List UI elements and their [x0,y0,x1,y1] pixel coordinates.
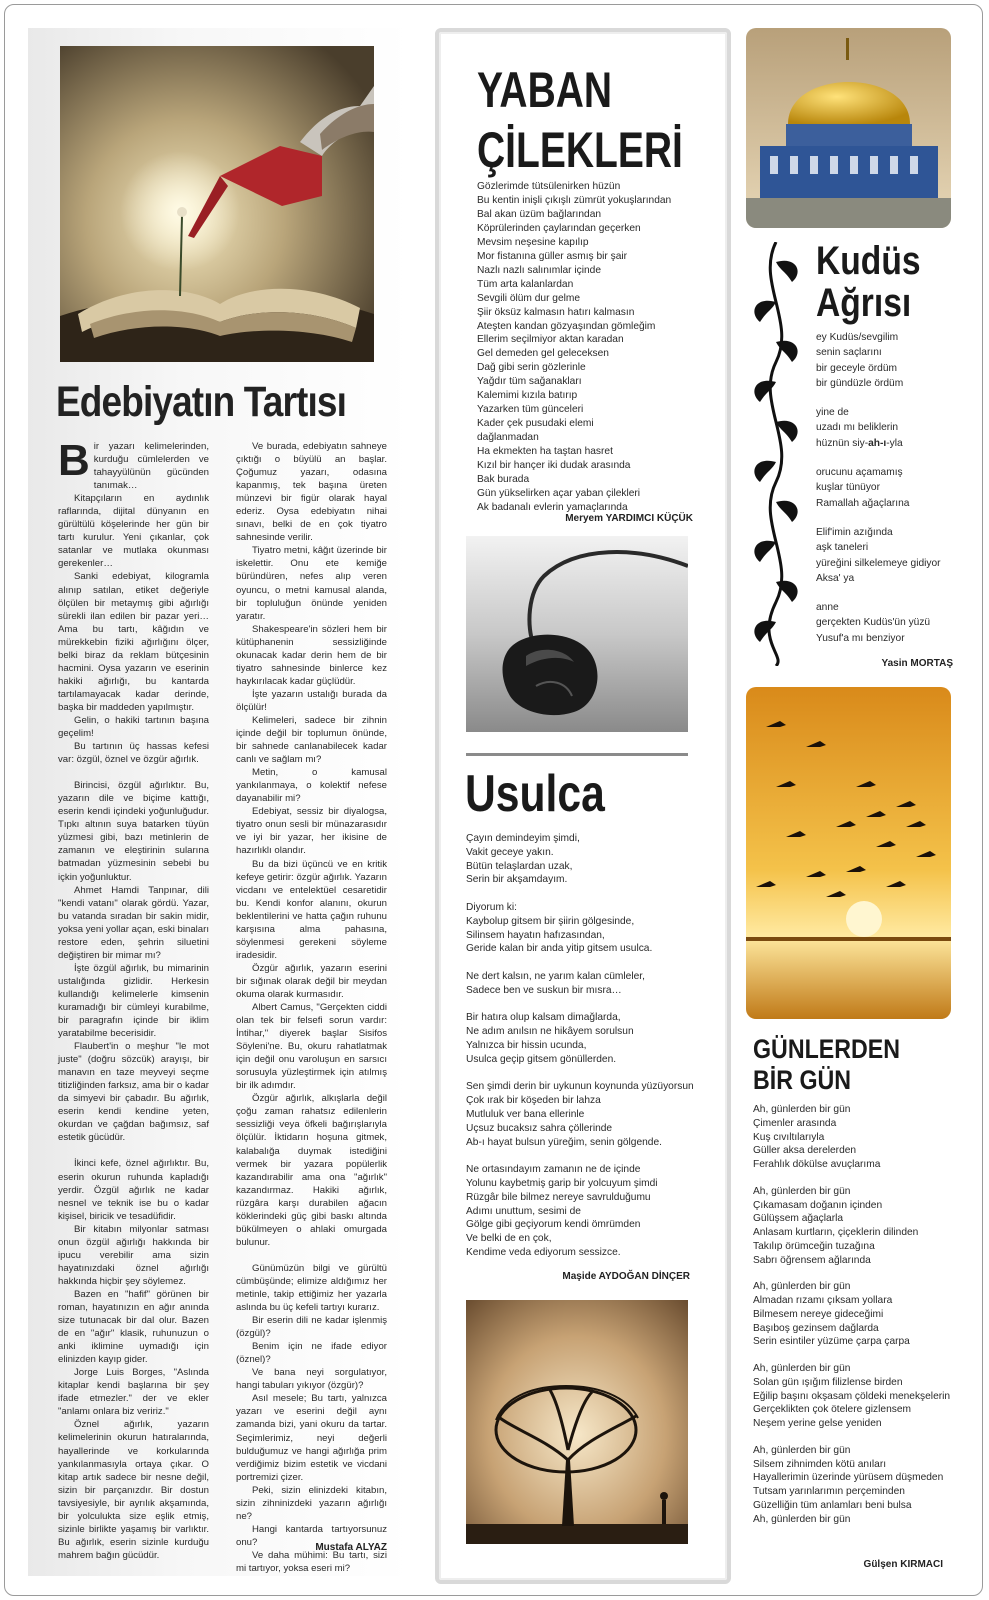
poem-line: Güller aksa derelerden [753,1145,857,1157]
poem-line: Ah, günlerden bir gün [753,1281,851,1293]
poem-line: Eğilip başını okşasam çöldeki menekşelerin [753,1390,951,1402]
author-signature: Meryem YARDIMCI KÜÇÜK [565,513,693,524]
poem-line: Kızıl bir hançer iki dudak arasında [477,460,631,472]
poem-line: Silinsem hayatın hafızasından, [466,929,605,941]
poem-line: Gölge gibi geçiyorum kendi ömrümden [466,1219,641,1231]
poem-line: yine de [816,407,849,419]
poem-line: dağlanmadan [477,432,539,444]
poem-line: Şiir öksüz kalmasın hatırı kalmasın [477,306,635,318]
author-signature: Mustafa ALYAZ [315,1542,387,1553]
poem-line: Anlasam kurtların, çiçeklerin dilinden [753,1227,919,1238]
poem-line: senin saçlarını [816,347,882,359]
poem-line: Sabrı öğrensem ağlarında [753,1254,871,1266]
poem-line: Ah, günlerden bir gün [753,1444,851,1456]
poem-line: Ah, günlerden bir gün [753,1185,851,1197]
poem-line: Tutsam yarınlarımın perçeminden [753,1486,905,1497]
poem-line: Yusuf'a mı benziyor [816,632,905,644]
poem-line: Ah, günlerden bir gün [753,1513,851,1525]
poem-line: ey Kudüs/sevgilim [816,332,899,343]
poem-line: Sevgili ölüm dur gelme [477,292,581,304]
poem-line: Hayallerimin üzerinde yürüsem düşmeden [753,1472,944,1484]
poem-title-usulca: Usulca [465,765,605,823]
paragraph: Edebiyat, sessiz bir diyalogsa, tiyatro onun sesli bir münazarasıdır ve iyi bir yazar, her ikisine de hazırlıklı olandır. [236,806,387,857]
paragraph: Gelin, o hakiki tartının başına geçelim! [58,714,209,740]
paragraph: Bir kitabın milyonlar satması onun özgül ağırlığı hakkında bir ipucu verebilir ama sizin hayatınızdaki öznel ağırlığı hakkında hiçbir şey söylemez. [58,1223,209,1287]
poems-column-middle [435,28,731,1584]
poem-line: Köprülerinden çaylarından geçerken [477,222,641,234]
poem-line: Mutluluk ver bana ellerinle [466,1108,585,1120]
poem-line: Silsem zihnimden kötü anıları [753,1458,887,1470]
paragraph: Ve daha mühimi: Bu tartı, sizi mi tartıyor, yoksa eseri mi? [236,1549,387,1574]
poem-line: Ramallah ağaçlarına [816,497,910,509]
poem-line: Ha ekmekten ha taştan hasret [477,446,613,458]
line-part: hüznün siy- [816,437,869,449]
paragraph: Bazen en "hafif" görünen bir roman, hayatınızın en ağır anında size tutunacak bir dal olur. Bazen de en "ağır" klasik, ruhunuzun o anki iklimine uymadığı için elinizden kayıp gider. [58,1288,209,1366]
poem-line: orucunu açamamış [816,467,903,479]
poem-line: Ak badanalı evlerin yamaçlarında [477,501,628,513]
paragraph: İşte özgül ağırlık, bu mimarinin ustalığında gizlidir. Herkesin kullandığı kelimelerle kimsenin kuramadığı bir cümleyi kurabilme, bir paragrafın içinde bir iklim yaratabilme becerisidir. [58,962,209,1040]
poem-line: Ne ortasındayım zamanın ne de içinde [466,1164,641,1176]
drop-cap: B [58,436,90,485]
paragraph: Shakespeare'in sözleri hem bir kütüphanenin sessizliğinde okunacak kadar derin hem de bir tiyatro sahnesinde binlerce kez haykırılacak kadar güçlüdür. [236,623,387,687]
poem-line: gerçekten Kudüs'ün yüzü [816,617,931,629]
poem-line: Çayın demindeyim şimdi, [466,833,580,844]
paragraph: Bir eserin dili ne kadar işlenmiş (özgül)? [236,1315,387,1340]
poem-line: Kader çek pusudaki elemi [477,418,594,430]
poem-line: Usulca geçip gitsem gönüllerden. [466,1053,617,1065]
section-divider [466,753,688,756]
paragraph: Günümüzün bilgi ve gürültü cümbüşünde; elimize aldığımız her metinle, takip ettiğimiz her yazarla aslında bu üç kefeli tartıyı kurarız. [236,1262,387,1314]
poem-line: yüreğini silkelemeye gidiyor [816,557,941,569]
floral-vine-ornament [746,242,806,666]
poem-line: Bütün telaşlardan uzak, [466,860,573,872]
poem-yaban-cilekleri [477,180,707,515]
poem-line: Yalnızca bir hissin ucunda, [466,1039,587,1051]
poem-line: Dağ gibi serin gözlerinle [477,362,586,374]
poem-line: Sen şimdi derin bir uykunun koynunda yüzüyorsun [466,1081,694,1093]
poem-line: Yolunu kaybetmiş garip bir yolcuyum şimdi [466,1177,658,1189]
paragraph: Birincisi, özgül ağırlıktır. Bu, yazarın dile ve biçime kattığı, eserin kendi içindeki yoğunluğudur. Tıpkı altının suya batarken tüyün yüzmesi gibi, bazı metinlerin de zamanın ve eleştirinin sularına batmadan yüzmesinin sebebi bu içkin yoğunluktur. [58,780,209,883]
paragraph: ir yazarı kelimelerinden, kurduğu cümlelerden ve tahayyülünün gücünden tanımak… [93,441,209,492]
paragraph: Metin, o kamusal yankılanmaya, o kolektif nefese dayanabilir mi? [236,767,387,805]
paragraph: Ahmet Hamdi Tanpınar, dili "kendi vatanı" olarak gördü. Yazar, bu vatanda sıradan bir sakin midir, yoksa yeni yollar açan, eski binaları restore eden, şehrin siluetini değiştiren bir mimar mı? [58,884,209,961]
poem-line: Nazlı nazlı salınımlar içinde [477,264,601,276]
title-line: GÜNLERDEN [753,1034,901,1064]
paragraph: Asıl mesele; Bu tartı, yalnızca yazarı ve eserini değil aynı zamanda bizi, yani okuru da tartar. Seçimlerimiz, neyi değerli bulduğumuz ve hangi ağırlığa prim verdiğimiz bizim estetik ve vicdani portremizi çizer. [236,1393,387,1483]
poem-line: Gün yükselirken açar yaban çilekleri [477,487,641,499]
poem-line: Ve belki de en çok, [466,1233,552,1245]
poem-line: Mevsim neşesine kapılıp [477,236,589,248]
author-signature: Maşide AYDOĞAN DİNÇER [562,1271,690,1282]
paragraph: Flaubert'in o meşhur "le mot juste" (doğru sözcük) arayışı, bir manavın en taze meyveyi seçme titizliğinden farksız, ama bir o kadar da simyevi bir çabadır. Bu ağırlık, eserin kendi kendine yeten, okurdan ve çağdan bağımsız, saf estetik gücüdür. [58,1041,209,1144]
poem-line: anne [816,602,839,614]
poem-gunlerden-bir-gun [753,1103,958,1526]
author-signature: Yasin MORTAŞ [881,658,953,669]
paragraph: Benim için ne ifade ediyor (öznel)? [236,1341,387,1366]
line-part-bold: ah-ı [868,437,887,449]
paragraph: Sanki edebiyat, kilogramla alınıp satılan, etiket değeriyle ölçülen bir metaymış gibi ağırlığı sürekli ilan edilen bir pazar yeri… Ama bu tartı, kâğıdın ve mürekkebin fiziki ağırlığını ölçer, belki biraz da reklam bütçesinin hacmini. Oysa yazarın ve eserinin hakiki ağırlığı, bu kantarda tartılamayacak kadar derinde, başka bir maddeden yapılmıştır. [58,571,209,713]
poem-line: Bak burada [477,474,530,486]
paragraph: Peki, sizin elinizdeki kitabın, sizin zihninizdeki yazarın ağırlığı ne? [236,1484,387,1522]
paragraph: Kelimeleri, sadece bir zihnin içinde değil bir toplumun önünde, bir sahnede canlanabilecek kadar canlı ve sağlam mı? [236,714,387,766]
poem-line: Tüm arta kalanlardan [477,278,574,290]
poem-line: Rüzgâr bile bilmez nereye savrulduğumu [466,1191,651,1203]
paragraph: Bu tartının üç hassas kefesi var: özgül, öznel ve özgür ağırlık. [58,741,209,766]
poem-usulca [466,832,706,1260]
poem-line: Uçsuz bucaksız sahra çöllerinde [466,1122,613,1134]
poem-line: Bal akan üzüm bağlarından [477,208,602,220]
poem-line: Ne adım anılsın ne hikâyem sorulsun [466,1026,634,1038]
poem-line: Neşem yerine gelse yeniden [753,1418,882,1429]
poem-line: Bu kentin inişli çıkışlı zümrüt yokuşlarından [477,194,672,206]
poem-kudus-agrisi [816,330,956,646]
poem-line: Güzelliğin tüm anlamları beni bulsa [753,1499,912,1511]
wilted-rose-photo [466,536,688,732]
paragraph: Özgür ağırlık, alkışlarla değil çoğu zaman rahatsız edilenlerin sessizliği veya öfkeli bağırışlarıyla ölçülür. İktidarın hoşuna gitmek, kalabalığa duymak istediğini vermek bir yazara popülerlik kazandırabilir ama ona "ağırlık" kazandırmaz. Hakiki ağırlık, rüzgâra karşı durabilen ağacın köklerindeki güç gibi baskı altında bükülmeyen o ahlaki omurgada bulunur. [236,1093,387,1248]
dome-of-the-rock-photo [746,28,951,228]
poem-line: Mor fistanına güller asmış bir şair [477,250,628,262]
title-line: ÇİLEKLERİ [477,122,683,178]
poem-line: Çok ırak bir köşeden bir lahza [466,1095,601,1107]
poem-title-kudus [816,240,921,324]
poem-line: Çıkamasam doğanın içinden [753,1199,883,1211]
paragraph: Bu da bizi üçüncü ve en kritik kefeye getirir: özgür ağırlık. Yazarın vicdanı ve entelektüel cesaretidir bu. Kendi konfor alanını, okurun beklentilerini ve hatta çağın ruhunu karşısına alma pahasına, söylenmesi gerekeni söyleme iradesidir. [236,858,387,961]
paragraph: İkinci kefe, öznel ağırlıktır. Bu, eserin okurun ruhunda kapladığı yerdir. Özgül ağırlık ne kadar nesnel ve teknik ise bu o kadar kişisel, biricik ve tesadüfidir. [58,1158,209,1222]
line-part: -yla [886,437,903,449]
poem-line: Ferahlık dökülse avuçlarıma [753,1159,881,1170]
article-column-edebiyat [28,28,410,1576]
article-text-col-left [58,436,209,1562]
poem-line: Elif'imin azığında [816,526,893,538]
paragraph: İşte yazarın ustalığı burada da ölçülür! [236,688,387,713]
poem-line: Vakit geceye yakın. [466,846,554,858]
poem-line: Çimenler arasında [753,1117,837,1129]
watering-can-book-illustration [60,46,374,362]
poem-line: Ellerim seçilmiyor aktan karadan [477,334,624,346]
birds-flying-sunset-photo [746,687,951,1019]
lone-tree-sunset-photo [466,1300,688,1544]
poem-line: Gözlerimde tütsülenirken hüzün [477,181,621,192]
poem-line: Gerçeklikten çok ötelere gizlensem [753,1404,911,1416]
paragraph: Özgür ağırlık, yazarın eserini bir sığınak olarak değil bir meydan okuma olarak kurmasıdır. [236,962,387,1000]
poem-line: Bilmesem nereye gideceğimi [753,1308,884,1320]
poem-line: bir geceyle ördüm [816,362,897,374]
paragraph: Albert Camus, "Gerçekten ciddi olan tek bir felsefi sorun vardır: İntihar," diyerek başlar Sisifos Söyleni'ne. Bu, okuru rahatlatmak için değil onu varoluşun en sarsıcı sorusuyla yüzleştirmek için atılmış bir ilk adımdır. [236,1002,387,1092]
poem-line: aşk taneleri [816,542,869,554]
author-signature: Gülşen KIRMACI [863,1559,943,1570]
title-line: BİR GÜN [753,1065,852,1095]
poem-line: Serin esintiler yüzüme çarpa çarpa [753,1336,910,1348]
poem-line [816,436,956,451]
poem-line: Adımı unuttum, sesimi de [466,1205,581,1217]
paragraph: Ve burada, edebiyatın sahneye çıktığı o büyülü an başlar. Çoğumuz yazarı, odasına kapanmış, tek başına üreten münzevi bir figür olarak hayal ederiz. Oysa edebiyatın nihai sınavı, belki de en çok tiyatro sahnesinde verilir. [236,441,387,544]
poem-line: Bir hatıra olup kalsam dimağlarda, [466,1012,621,1024]
poem-title-gunler [753,1034,900,1096]
poem-line: Ah, günlerden bir gün [753,1363,851,1374]
poem-line: Takılıp örümceğin tuzağına [753,1240,875,1252]
poem-line: Yazarken tüm günceleri [477,404,584,416]
poem-line: Ne dert kalsın, ne yarım kalan cümleler, [466,970,645,982]
poem-line: Ah, günlerden bir gün [753,1104,851,1115]
article-text-col-right [236,440,387,1575]
poem-line: Sadece ben ve suskun bir mısra… [466,984,622,996]
poem-line: Serin bir akşamdayım. [466,874,568,886]
title-line: YABAN [477,62,613,118]
paragraph: Jorge Luis Borges, "Aslında kitaplar kendi başlarına bir şey ifade etmezler." der ve ekler "anlamı onlara biz veririz." [58,1367,209,1418]
title-line: Kudüs [816,239,921,283]
poem-title-yaban [477,60,683,180]
poem-line: Geride kalan bir anda yitip gitsem usulca. [466,943,653,955]
poem-line: Yağdır tüm sağanakları [477,376,582,388]
poem-line: Kaybolup gitsem bir şiirin gölgesinde, [466,915,635,927]
poem-line: Ateşten kandan gözyaşından gömleğim [477,320,656,332]
poems-column-right [746,28,956,1576]
title-line: Ağrısı [816,281,912,325]
paragraph: Öznel ağırlık, yazarın kelimelerinin okurun hatıralarında, hayallerinde ve korkularında yankılanmasıyla ortaya çıkar. O kitap artık sadece bir nesne değil, sizin bir parçanızdır. Bir dostun tavsiyesiyle, bir ayrılık akşamında, bir yolculukta size eşlik etmiş, sizinle birlikte yaşamış bir varlıktır. Bu ağırlık, eserin sizinle kurduğu mahrem bağın gücüdür. [58,1419,209,1561]
paragraph: Tiyatro metni, kâğıt üzerinde bir iskelettir. Onu ete kemiğe büründüren, nefes alıp veren oyuncu, o metni kamusal alanda, bir topluluğun önünde yeniden yaratır. [236,545,387,622]
poem-line: Gülüşsem ağaçlarla [753,1213,844,1225]
poem-line: Solan gün ışığım filizlense birden [753,1376,903,1388]
poem-line: uzadı mı beliklerin [816,422,899,434]
poem-line: Almadan rızamı çıksam yollara [753,1295,893,1306]
poem-line: Kuş cıvıltılarıyla [753,1131,825,1143]
poem-line: Ab-ı hayat bulsun yüreğim, senin gölgende. [466,1136,662,1148]
poem-line: bir gündüzle ördüm [816,377,904,389]
paragraph: Ve bana neyi sorgulatıyor, hangi tabuları yıkıyor (özgür)? [236,1367,387,1392]
article-title: Edebiyatın Tartısı [56,378,347,426]
poem-line: Diyorum ki: [466,901,517,913]
poem-line: kuşlar tünüyor [816,482,880,494]
paragraph: Kitapçıların en aydınlık raflarında, dijital dünyanın en gürültülü köşelerinde her gün bir tartı kurulur. Yeni çıkanlar, çok satanlar ve mutlaka okunması gerekenler… [58,493,209,570]
paragraph: Hangi kantarda tartıyorsunuz onu? [236,1523,387,1548]
poem-line: Gel demeden gel geleceksen [477,348,609,360]
poem-line: Kendime veda ediyorum sessizce. [466,1246,621,1258]
poem-line: Kalemimi kızıla batırıp [477,390,578,402]
poem-line: Başıboş gezinsem dağlarda [753,1322,879,1334]
poem-line: Aksa' ya [816,572,855,584]
